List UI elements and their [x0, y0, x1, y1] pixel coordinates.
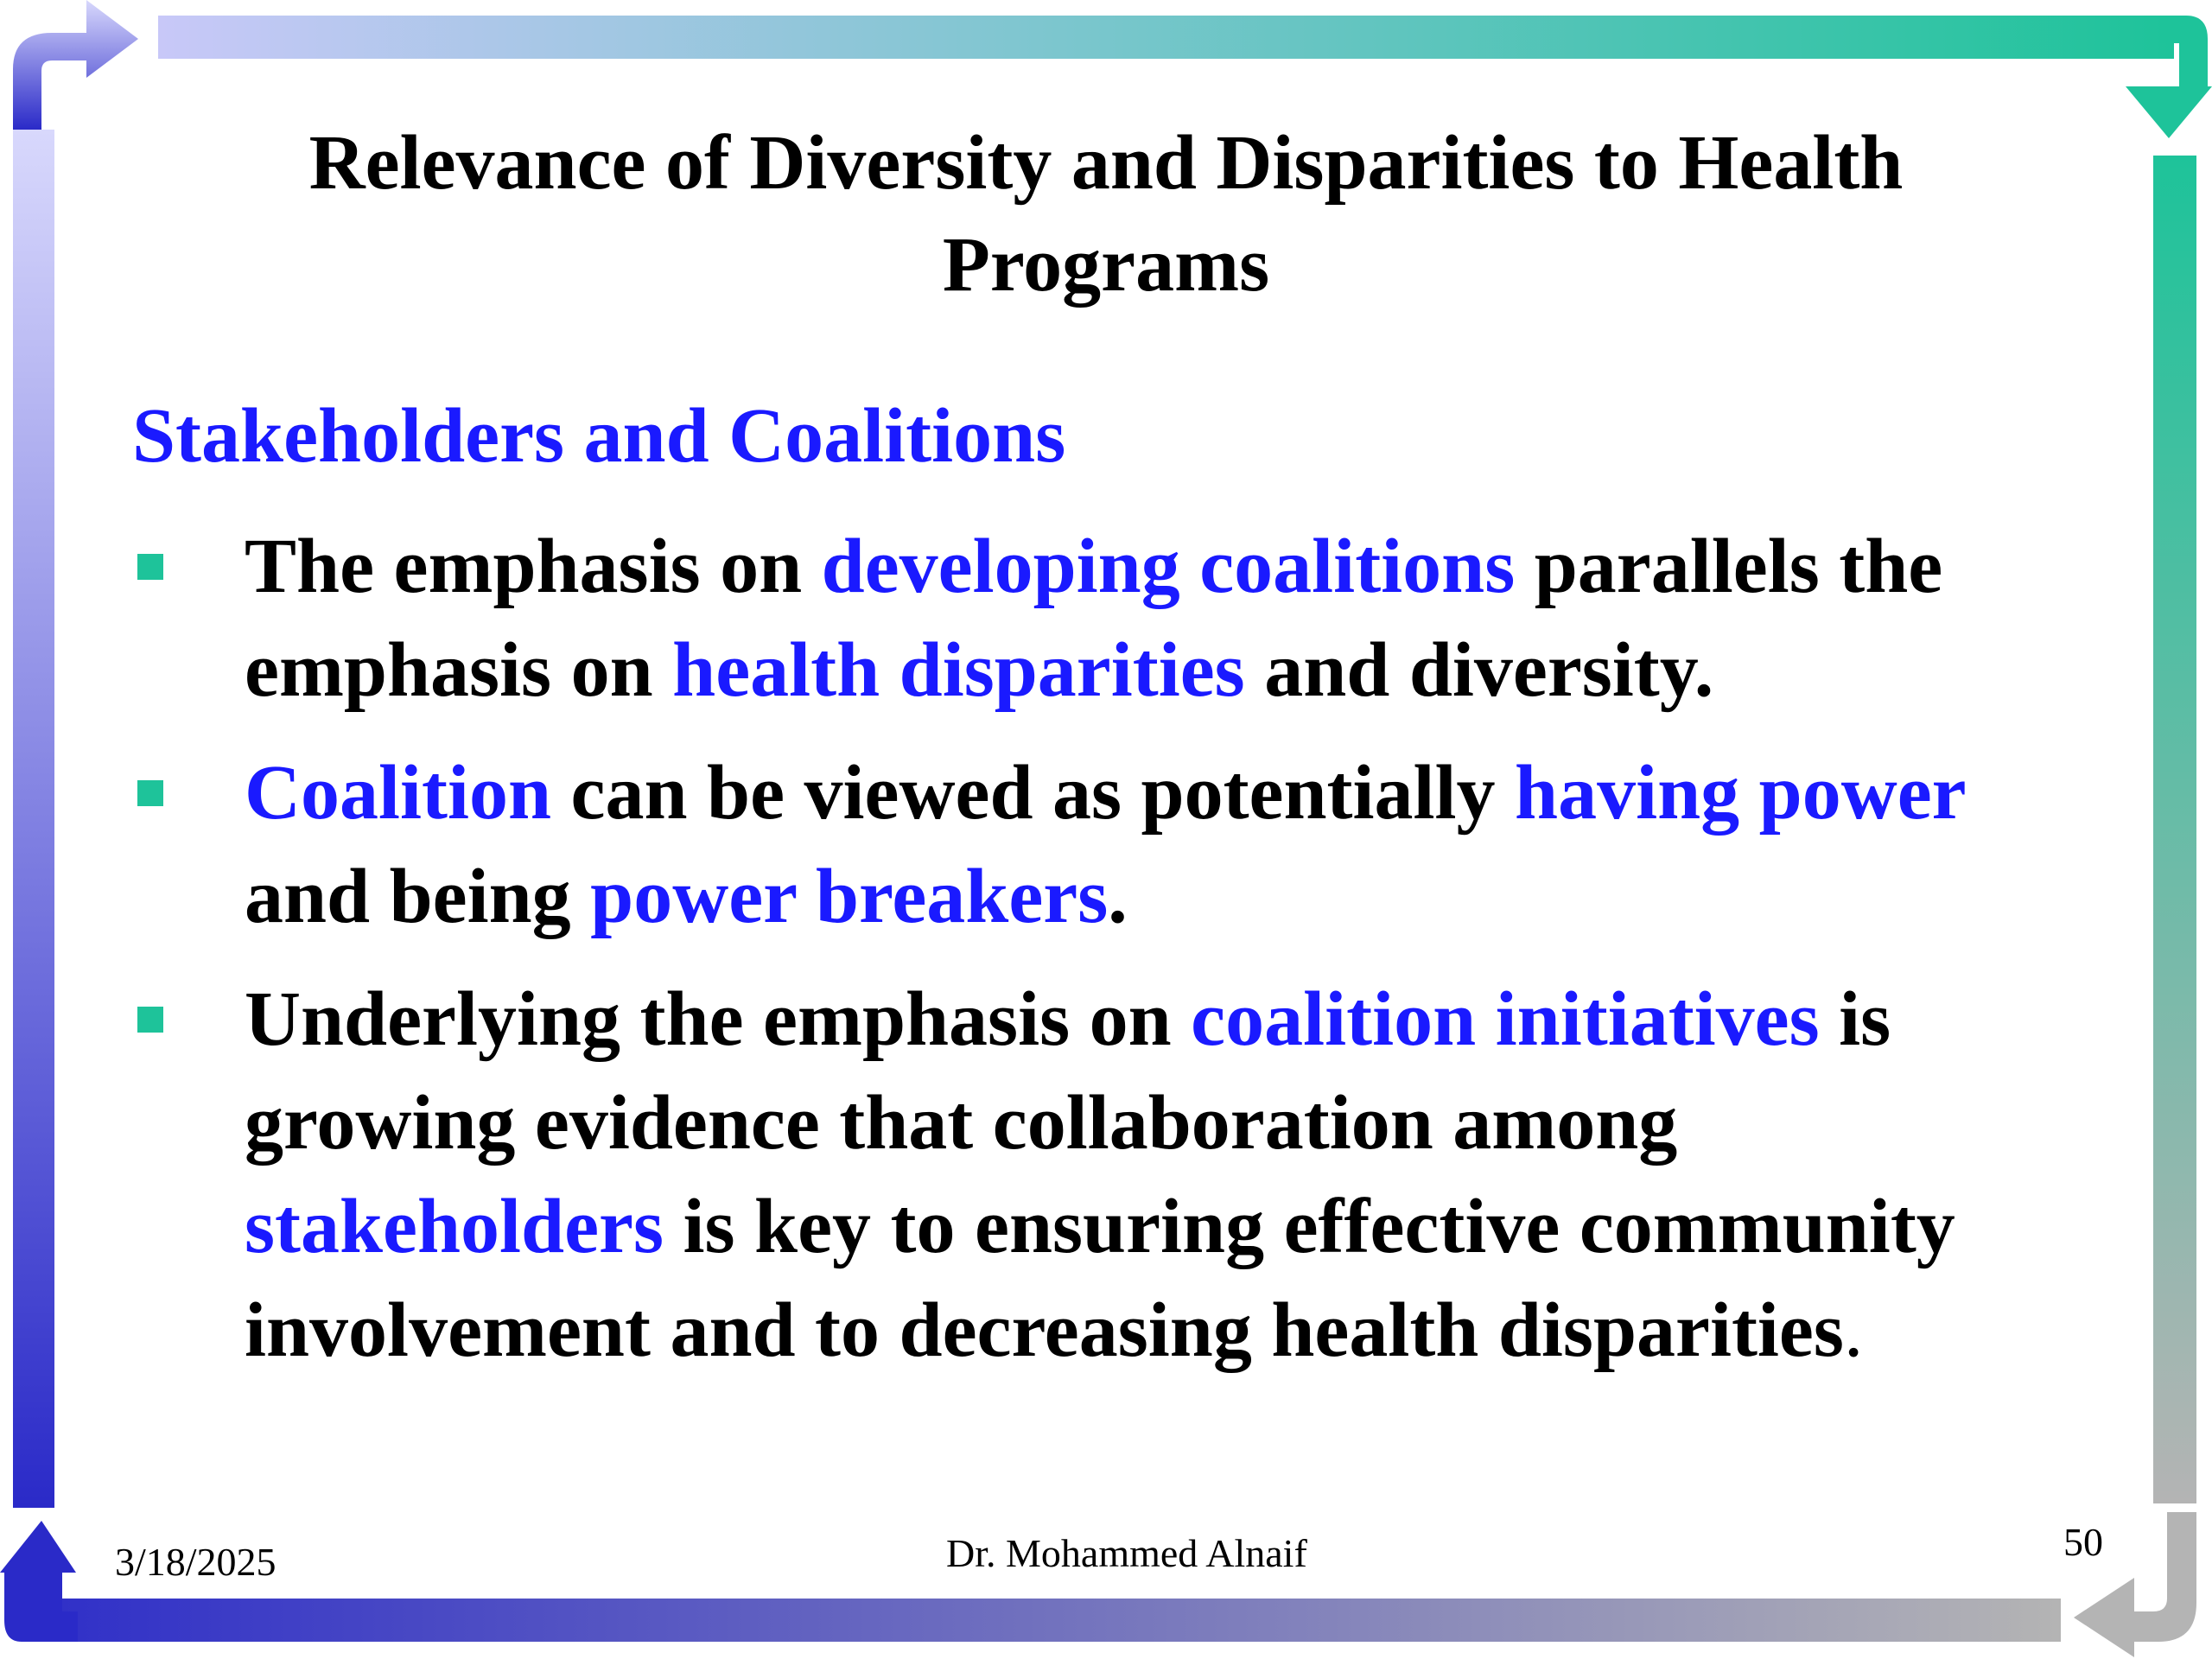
bullet-text-segment: is key to ensuring effective community involvement and to decreasing health disparities [245, 1184, 1955, 1373]
frame-bottom-bar [48, 1599, 2061, 1642]
frame-arrow-icon [0, 1521, 78, 1642]
square-bullet-icon [137, 780, 163, 806]
footer-date: 3/18/2025 [115, 1540, 276, 1584]
page-number: 50 [2063, 1520, 2103, 1564]
bullet-text-segment: . [1108, 854, 1128, 939]
bullet-text [245, 976, 1955, 1373]
bullet-highlight-segment: stakeholders [245, 1184, 664, 1269]
slide-title: Relevance of Diversity and Disparities to Health Programs [308, 120, 1904, 308]
frame-left-bar [13, 130, 54, 1508]
bullet-item [245, 515, 2094, 722]
bullet-text-segment: is growing evidence that collaboration among [245, 976, 1891, 1166]
bullet-highlight-segment: power breakers [590, 854, 1109, 939]
footer-author: Dr. Mohammed Alnaif [946, 1531, 1307, 1575]
bullet-highlight-segment: Coalition [245, 750, 552, 836]
frame-top-bar [158, 16, 2174, 59]
bullet-text-segment: parallels the emphasis on [245, 524, 1943, 713]
bullet-text [245, 750, 1965, 939]
bullet-text-segment: and being [245, 854, 591, 939]
bullet-text-segment: and diversity. [1244, 627, 1714, 713]
bullet-text-segment-light: . [1843, 1287, 1864, 1373]
square-bullet-icon [137, 1007, 163, 1033]
bullet-text-segment: The emphasis on [245, 524, 822, 609]
section-heading: Stakeholders and Coalitions [132, 393, 1066, 479]
bullet-highlight-segment: developing coalitions [821, 524, 1516, 609]
bullet-highlight-segment: coalition initiatives [1191, 976, 1820, 1062]
frame-right-bar [2153, 156, 2196, 1503]
bullet-text-segment: can be viewed as potentially [551, 750, 1516, 836]
bullet-highlight-segment: having power [1515, 750, 1965, 836]
bullet-item [245, 741, 2094, 949]
square-bullet-icon [137, 554, 163, 580]
frame-arrow-icon [13, 0, 138, 130]
bullet-text-segment: Underlying the emphasis on [245, 976, 1192, 1062]
bullet-item [245, 968, 2094, 1382]
bullet-highlight-segment: health disparities [672, 627, 1245, 713]
bullet-text [245, 524, 1942, 713]
